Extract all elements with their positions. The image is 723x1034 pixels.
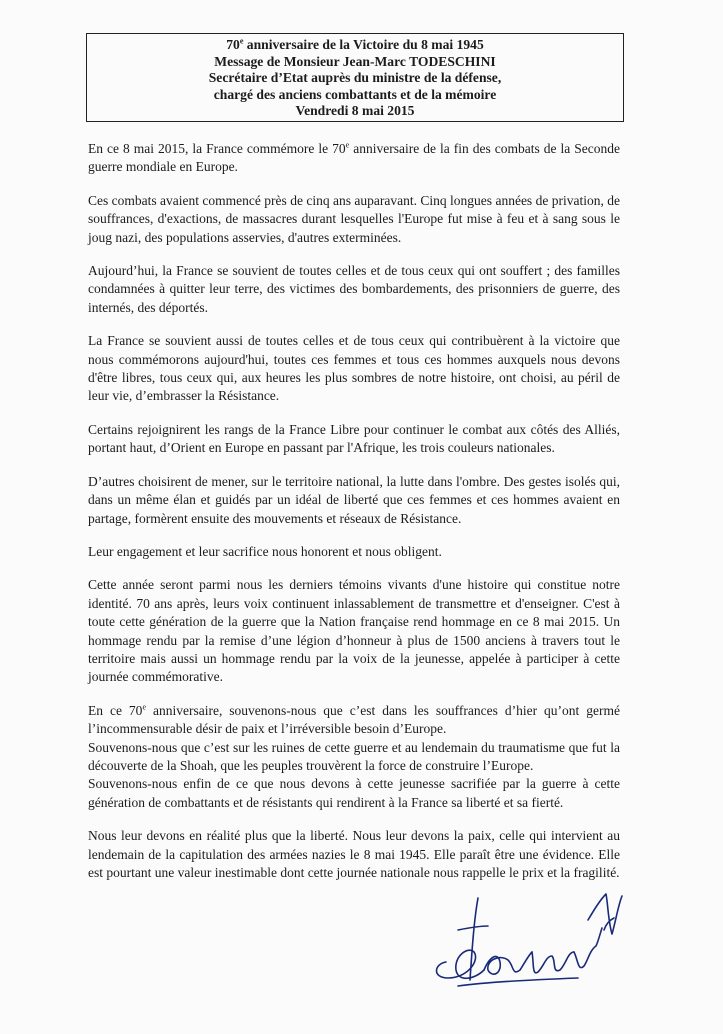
- paragraph-9: [88, 702, 620, 739]
- paragraph-5: Certains rejoignirent les rangs de la France Libre pour continuer le combat aux côtés des Alliés, portant haut, d’Orient en Europe en passant par l'Afrique, les trois couleurs nationales.: [88, 421, 620, 456]
- header-line-3: Secrétaire d’Etat auprès du ministre de la défense,: [208, 70, 502, 86]
- paragraph-8: Cette année seront parmi nous les derniers témoins vivants d'une histoire qui constitue notre identité. 70 ans après, leurs voix continuent inlassablement de transmettre et d'enseigner. C'est à toute cette génération de la guerre que la Nation française rend hommage en ce 8 mai 2015. Un hommage rendu par la remise d’une légion d’honneur à plus de 1500 anciens à travers tout le territoire mais aussi un hommage rendu par la voix de la jeunesse, appelée à participer à cette journée commémorative.: [88, 577, 620, 685]
- paragraph-9-start: En ce 70: [88, 702, 143, 718]
- paragraph-1-start: En ce 8 mai 2015, la France commémore le 70: [88, 141, 346, 156]
- paragraph-9-end: anniversaire, souvenons-nous que c’est dans les souffrances d’hier qu’ont germé l’incommensurable désir de paix et l’irréversible besoin d’Europe.: [88, 702, 620, 737]
- header-line-2: Message de Monsieur Jean-Marc TODESCHINI: [214, 53, 496, 69]
- header-line-1-number: 70: [226, 37, 240, 52]
- paragraph-1-end: anniversaire de la fin des combats de la Seconde guerre mondiale en Europe.: [88, 141, 620, 175]
- header-line-4: chargé des anciens combattants et de la mémoire: [213, 86, 497, 102]
- paragraph-12: Nous leur devons en réalité plus que la liberté. Nous leur devons la paix, celle qui intervient au lendemain de la capitulation des armées nazies le 8 mai 1945. Elle paraît être une évidence. Elle est pourtant une valeur inestimable dont cette journée nationale nous rappelle le prix et la fragilité.: [88, 828, 620, 880]
- header-box: [86, 33, 624, 122]
- paragraph-6: D’autres choisirent de mener, sur le territoire national, la lutte dans l'ombre. Des gestes isolés qui, dans un même élan et guidés par un idéal de liberté que ces femmes et ces hommes avaient en partage, formèrent ensuite des mouvements et réseaux de Résistance.: [88, 473, 620, 526]
- header-line-1-rest: anniversaire de la Victoire du 8 mai 1945: [243, 37, 484, 52]
- header-line-5: Vendredi 8 mai 2015: [295, 103, 415, 119]
- paragraph-9-superscript: e: [142, 702, 146, 712]
- paragraph-3: Aujourd’hui, la France se souvient de toutes celles et de tous ceux qui ont souffert ; des familles condamnées à quitter leur terre, des victimes des bombardements, des prisonniers de guerre, des internés, des déportés.: [88, 263, 620, 315]
- header-line-1-superscript: e: [239, 36, 244, 46]
- handwritten-signature-icon: [428, 890, 628, 995]
- paragraph-1: [88, 140, 620, 177]
- paragraph-7: Leur engagement et leur sacrifice nous honorent et nous obligent.: [88, 543, 442, 559]
- document-body: [88, 140, 620, 882]
- paragraph-10: Souvenons-nous que c’est sur les ruines de cette guerre et au lendemain du traumatisme que fut la découverte de la Shoah, que les peuples trouvèrent la force de construire l’Europe.: [88, 739, 620, 773]
- paragraph-4: La France se souvient aussi de toutes celles et de tous ceux qui contribuèrent à la victoire que nous commémorons aujourd'hui, toutes ces femmes et tous ces hommes auxquels nous devons d'être libres, tous ceux qui, aux heures les plus sombres de notre histoire, ont choisi, au péril de leur vie, d’embrasser la Résistance.: [88, 333, 620, 404]
- header-line-1: [87, 37, 623, 54]
- paragraph-11: Souvenons-nous enfin de ce que nous devons à cette jeunesse sacrifiée par la guerre à cette génération de combattants et de résistants qui rendirent à la France sa liberté et sa fierté.: [88, 776, 620, 810]
- paragraph-1-superscript: e: [345, 140, 350, 150]
- paragraph-2: Ces combats avaient commencé près de cinq ans auparavant. Cinq longues années de privation, de souffrances, d'exactions, de massacres durant lesquelles l'Europe fut mise à feu et à sang sous le joug nazi, des populations asservies, d'autres exterminées.: [88, 192, 620, 245]
